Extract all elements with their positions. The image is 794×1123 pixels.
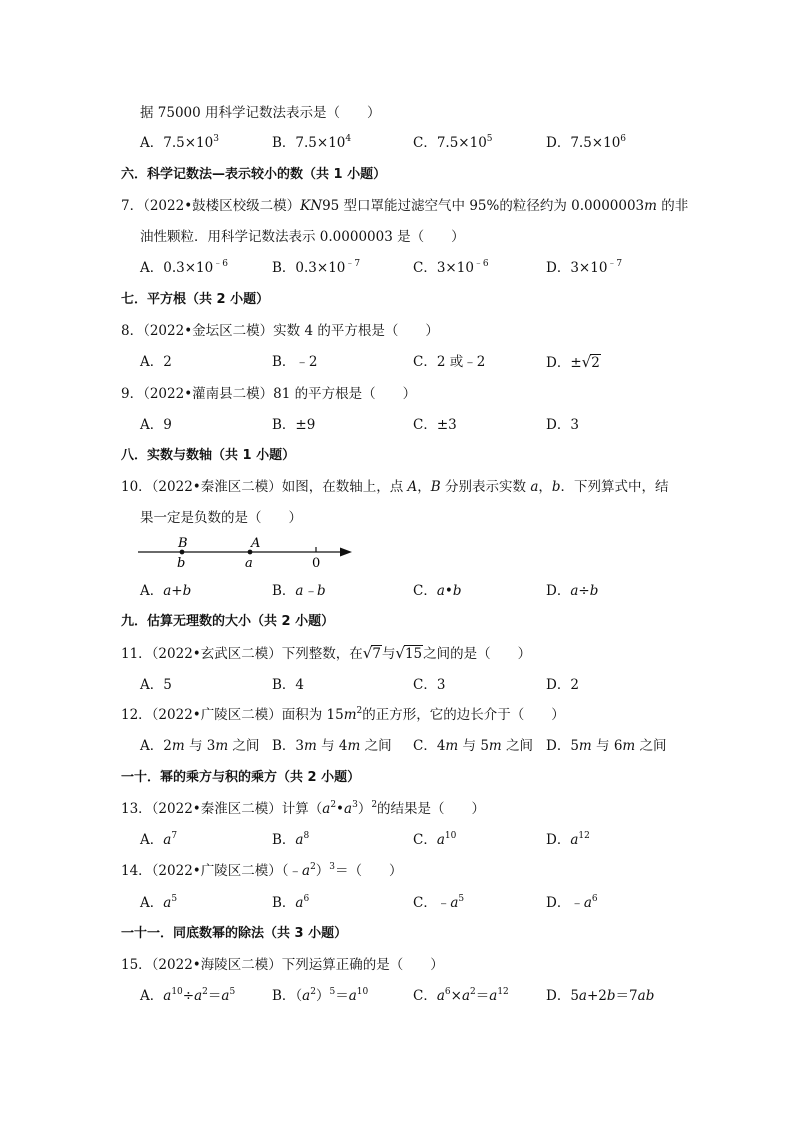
option-b: B．4	[272, 677, 305, 693]
option-b: B．$(a^2)^5=a^{10}$	[272, 987, 369, 1004]
option-a: A．a+b	[140, 583, 192, 599]
option-a: A．5	[140, 677, 172, 693]
question-7: 7．（2022•鼓楼区校级二模）KN95 型口罩能过滤空气中 95%的粒径约为 0.0000003m 的非	[121, 198, 689, 214]
question-9: 9．（2022•灌南县二模）81 的平方根是（ ）	[121, 386, 417, 402]
option-d: D．5m 与 6m 之间	[546, 738, 667, 754]
number-line-figure	[130, 533, 360, 573]
option-d: D．3	[546, 417, 579, 433]
question-13: 13．（2022•秦淮区二模）计算$(a^2•a^3)^2$的结果是（ ）	[121, 800, 486, 817]
option-a: A．$0.3\times 10^{﹣6}$	[140, 259, 228, 276]
option-a: A．2	[140, 354, 172, 370]
question-text: 据 75000 用科学记数法表示是（ ）	[140, 105, 381, 121]
option-b: B．﹣2	[272, 354, 318, 370]
section-heading: 八．实数与数轴（共 1 小题）	[121, 448, 296, 463]
question-10-cont: 果一定是负数的是（ ）	[140, 510, 302, 526]
option-a: A．9	[140, 417, 172, 433]
option-c: C．$7.5\times 10^5$	[413, 134, 493, 151]
option-c: C．4m 与 5m 之间	[413, 738, 534, 754]
section-heading: 一十．幂的乘方与积的乘方（共 2 小题）	[121, 770, 361, 785]
section-heading: 六．科学记数法—表示较小的数（共 1 小题）	[121, 167, 387, 182]
option-d: D．$a^{12}$	[546, 831, 590, 848]
option-a: A．$a^5$	[140, 894, 178, 911]
option-b: B．3m 与 4m 之间	[272, 738, 392, 754]
option-a: A．$a^{10}\div a^2=a^5$	[140, 987, 236, 1004]
option-c: C．$﹣a^5$	[413, 894, 465, 911]
option-b: B．$a^8$	[272, 831, 310, 848]
section-heading: 七．平方根（共 2 小题）	[121, 292, 270, 307]
option-d: D．5a+2b＝7ab	[546, 988, 655, 1004]
label-zero: 0	[312, 556, 321, 571]
option-b: B．$0.3\times 10^{﹣7}$	[272, 259, 361, 276]
option-b: B．a﹣b	[272, 583, 326, 599]
option-c: C．±3	[413, 417, 457, 433]
option-c: C．2 或﹣2	[413, 354, 486, 370]
question-10: 10．（2022•秦淮区二模）如图，在数轴上，点 A，B 分别表示实数 a，b．下列算式中，结	[121, 479, 669, 495]
question-14: 14．（2022•广陵区二模）$(﹣a^2)^3=$（ ）	[121, 862, 403, 879]
option-d: D．a÷b	[546, 583, 599, 599]
option-c: C．$a^{10}$	[413, 831, 457, 848]
option-b: B．$a^6$	[272, 894, 310, 911]
option-a: A．$a^7$	[140, 831, 178, 848]
label-A: A	[251, 536, 261, 551]
option-c: C．$3\times 10^{﹣6}$	[413, 259, 489, 276]
option-d: D．$﹣a^6$	[546, 894, 598, 911]
question-11: 11．（2022•玄武区二模）下列整数，在√7与√15之间的是（ ）	[121, 644, 532, 662]
option-c: C．a•b	[413, 583, 462, 599]
question-7-cont: 油性颗粒．用科学记数法表示 0.0000003 是（ ）	[140, 229, 465, 245]
option-b: B．±9	[272, 417, 316, 433]
label-a: a	[245, 556, 253, 571]
label-b: b	[177, 556, 186, 571]
option-d: D．2	[546, 677, 579, 693]
option-c: C．3	[413, 677, 446, 693]
option-a: A．$7.5\times 10^3$	[140, 134, 219, 151]
section-heading: 一十一．同底数幂的除法（共 3 小题）	[121, 926, 348, 941]
question-15: 15．（2022•海陵区二模）下列运算正确的是（ ）	[121, 957, 444, 973]
option-d: D．±√2	[546, 353, 600, 371]
arrow-icon	[340, 548, 352, 557]
option-c: C．$a^6\times a^2=a^{12}$	[413, 987, 509, 1004]
section-heading: 九．估算无理数的大小（共 2 小题）	[121, 614, 335, 629]
question-8: 8．（2022•金坛区二模）实数 4 的平方根是（ ）	[121, 323, 439, 339]
option-d: D．$7.5\times 10^6$	[546, 134, 627, 151]
question-12: 12．（2022•广陵区二模）面积为 $15m^2$的正方形，它的边长介于（ ）	[121, 706, 565, 723]
option-d: D．$3\times 10^{﹣7}$	[546, 259, 623, 276]
label-B: B	[178, 536, 188, 551]
option-a: A．2m 与 3m 之间	[140, 738, 260, 754]
option-b: B．$7.5\times 10^4$	[272, 134, 352, 151]
